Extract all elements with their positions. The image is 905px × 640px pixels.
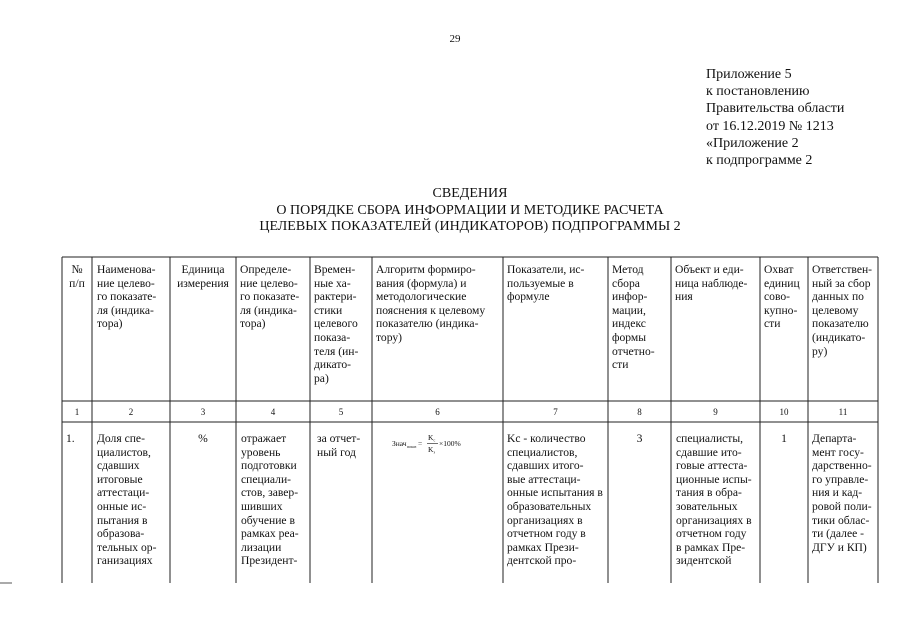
svg-text:=: =	[418, 439, 423, 448]
formula-lhs-sub: показ	[407, 444, 417, 449]
formula-rhs: ×100%	[439, 439, 461, 448]
column-number: 7	[553, 407, 558, 417]
appendix-line: к подпрограмме 2	[706, 153, 813, 169]
appendix-line: к постановлению	[706, 84, 810, 100]
column-number: 3	[200, 407, 206, 417]
row1-time-characteristics: за отчет- ный год	[317, 432, 361, 459]
column-number: 10	[779, 407, 789, 417]
row1-responsible: Департа- мент госу- дарственно- го управле- ния и кад- ровой поли- тики облас- ти (далее - ДГУ и КП)	[812, 432, 872, 554]
row1-number: 1.	[66, 432, 75, 445]
column-number: 1	[74, 407, 80, 417]
header-cell-coverage: Охват единиц сово- купно- сти	[764, 263, 800, 331]
row1-unit: %	[198, 432, 208, 445]
calculation-formula	[392, 428, 492, 458]
formula-denominator: K	[428, 445, 434, 454]
header-cell-indicator-name: Наименова- ние целево- го показате- ля (индика- тора)	[97, 263, 157, 331]
header-cell-definition: Определе- ние целево- го показате- ля (индика- тора)	[240, 263, 300, 331]
page-number: 29	[449, 33, 461, 45]
title-line: СВЕДЕНИЯ	[432, 186, 508, 201]
column-number: 9	[713, 407, 718, 417]
column-number: 8	[637, 407, 642, 417]
title-line: О ПОРЯДКЕ СБОРА ИНФОРМАЦИИ И МЕТОДИКЕ РАСЧЕТА	[276, 202, 664, 218]
formula-lhs: Знач	[392, 439, 407, 448]
column-number: 4	[270, 407, 276, 417]
formula-numerator-sub: c	[433, 437, 436, 443]
header-cell-responsible: Ответствен- ный за сбор данных по целевому показателю (индикато- ру)	[812, 263, 873, 358]
title-line: ЦЕЛЕВЫХ ПОКАЗАТЕЛЕЙ (ИНДИКАТОРОВ) ПОДПРОГРАММЫ 2	[259, 219, 681, 234]
column-number: 11	[838, 407, 848, 417]
column-number: 2	[128, 407, 134, 417]
row1-collection-method: 3	[636, 432, 643, 445]
header-cell-algorithm: Алгоритм формиро- вания (формула) и методологические пояснения к целевому показателю (индика- тору)	[376, 263, 486, 344]
column-number: 6	[435, 407, 440, 417]
header-cell-unit: Единица измерения	[177, 263, 229, 290]
header-cell-formula-indicators: Показатели, ис- пользуемые в формуле	[507, 263, 585, 304]
row1-coverage: 1	[781, 432, 787, 445]
appendix-line: «Приложение 2	[706, 135, 799, 151]
row1-definition: отражает уровень подготовки специали- стов, завер- шивших обучение в рамках реа- лизации Президент-	[241, 432, 299, 568]
appendix-line: от 16.12.2019 № 1213	[706, 118, 834, 134]
row1-observation-unit: специалисты, сдавшие ито- говые аттеста- ционные испы- тания в обра- зовательных организациях в отчетном году в рамках Пре- зидентской	[676, 432, 752, 568]
appendix-line: Приложение 5	[706, 67, 792, 82]
appendix-line: Правительства области	[706, 101, 845, 117]
header-cell-observation-unit: Объект и еди- ница наблюде- ния	[675, 263, 748, 304]
formula-denominator-sub: з	[433, 449, 436, 455]
header-cell-number: № п/п	[69, 263, 85, 290]
formula-numerator: K	[428, 433, 434, 442]
header-cell-collection-method: Метод сбора инфор- мации, индекс формы отчетно- сти	[612, 263, 655, 372]
header-cell-time-characteristics: Времен- ные ха- рактери- стики целевого показа- теля (ин- дикато- ра)	[314, 263, 359, 385]
row1-indicator-name: Доля спе- циалистов, сдавших итоговые аттестаци- онные ис- пытания в образова- тельных ор- ганизациях	[97, 432, 157, 568]
column-number: 5	[338, 407, 344, 417]
row1-formula-indicators: Kс - количество специалистов, сдавших итого- вые аттестаци- онные испытания в образовательных организациях в отчетном году в рамках Прези- дентской про-	[507, 432, 603, 568]
